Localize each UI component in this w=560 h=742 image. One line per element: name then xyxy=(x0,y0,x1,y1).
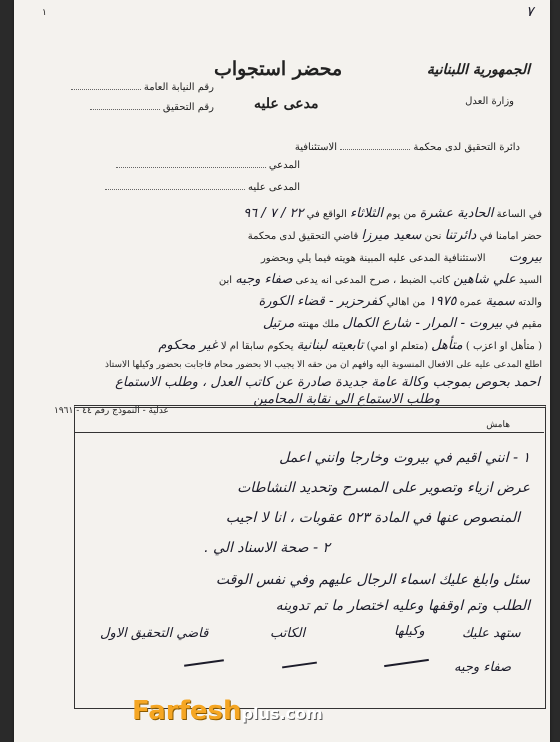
margin-line-6: الطلب وتم اوقفها وعليه اختصار ما تم تدوينه xyxy=(275,598,530,614)
body-line-10: وطلب الاستماع الى نقابة المحامين xyxy=(253,392,440,407)
corner-mark: ٧ xyxy=(526,4,534,20)
document-title: محضر استجواب xyxy=(214,58,343,80)
signature-defendant-label: صفاء وجيه xyxy=(454,660,512,675)
defendant-field: المدعى عليه xyxy=(105,182,300,193)
margin-line-4: ٢ - صحة الاسناد الي . xyxy=(204,540,330,556)
document-page xyxy=(14,0,550,742)
margin-line-2: عرض ازياء وتصوير على المسرح وتحديد النشاطات xyxy=(237,480,530,496)
margin-divider xyxy=(74,432,544,433)
plaintiff-field: المدعي xyxy=(116,160,300,171)
ministry-header: وزارة العدل xyxy=(465,96,514,107)
signature-attorney-label: وكيلها xyxy=(394,624,425,639)
body-line-1: في الساعة الحادية عشرة من يوم الثلاثاء الواقع في ٢٢ / ٧ / ٩٦ xyxy=(243,206,542,221)
body-line-5: والدته سمية عمره ١٩٧٥ من اهالي كفرحزير - قضاء الكورة xyxy=(258,294,542,309)
prosecution-number-field: رقم النيابة العامة xyxy=(34,82,214,93)
body-line-8: اطلع المدعى عليه على الافعال المنسوبة اليه وافهم ان من حقه الا يجيب الا بحضور محام فاجابت بحضور وكيلها الاستاذ xyxy=(105,360,542,370)
investigation-number-field: رقم التحقيق xyxy=(34,102,214,113)
margin-label: هامش xyxy=(486,420,510,430)
republic-header: الجمهورية اللبنانية xyxy=(426,62,530,78)
body-line-3: بيروت الاستئنافية المدعى عليه المبينة هويته فيما يلي وبحضور xyxy=(260,250,542,265)
body-line-2: حضر امامنا في دائرتنا نحن سعيد ميرزا قاضي التحقيق لدى محكمة xyxy=(247,228,542,243)
form-code: عدلية - النموذج رقم ٤٤ - ١٩٦١ xyxy=(54,406,169,416)
margin-line-5: سئل وابلغ عليك اسماء الرجال عليهم وفي نفس الوقت xyxy=(215,572,530,588)
page-number: ١ xyxy=(42,8,47,18)
signature-clerk-label: الكاتب xyxy=(270,626,306,641)
margin-line-3: المنصوص عنها في المادة ٥٢٣ عقوبات ، انا لا اجيب xyxy=(225,510,520,526)
farfesh-watermark-logo: Farfeshplus.com xyxy=(132,696,323,726)
document-subtitle: مدعى عليه xyxy=(254,96,319,112)
signature-witness-label: ستهد عليك xyxy=(462,626,521,641)
body-line-9: احمد بحوص بموجب وكالة عامة جديدة صادرة عن كاتب العدل ، وطلب الاستماع xyxy=(115,375,540,390)
body-line-4: السيد علي شاهين كاتب الضبط ، صرح المدعى انه يدعى صفاء وجيه ابن xyxy=(218,272,542,287)
circuit-field: دائرة التحقيق لدى محكمة الاستئنافية xyxy=(294,142,520,153)
body-line-6: مقيم في بيروت - المرار - شارع الكمال ملك مهنته مرتيل xyxy=(262,316,542,331)
signature-judge-label: قاضي التحقيق الاول xyxy=(100,626,209,641)
margin-line-1: ١ - انني اقيم في بيروت وخارجا وانني اعمل xyxy=(279,450,530,466)
body-line-7: ( متأهل او اعزب ) متأهل (متعلم او امي) تابعيته لبنانية يحكوم سابقا ام لا غير محكوم xyxy=(158,338,542,353)
